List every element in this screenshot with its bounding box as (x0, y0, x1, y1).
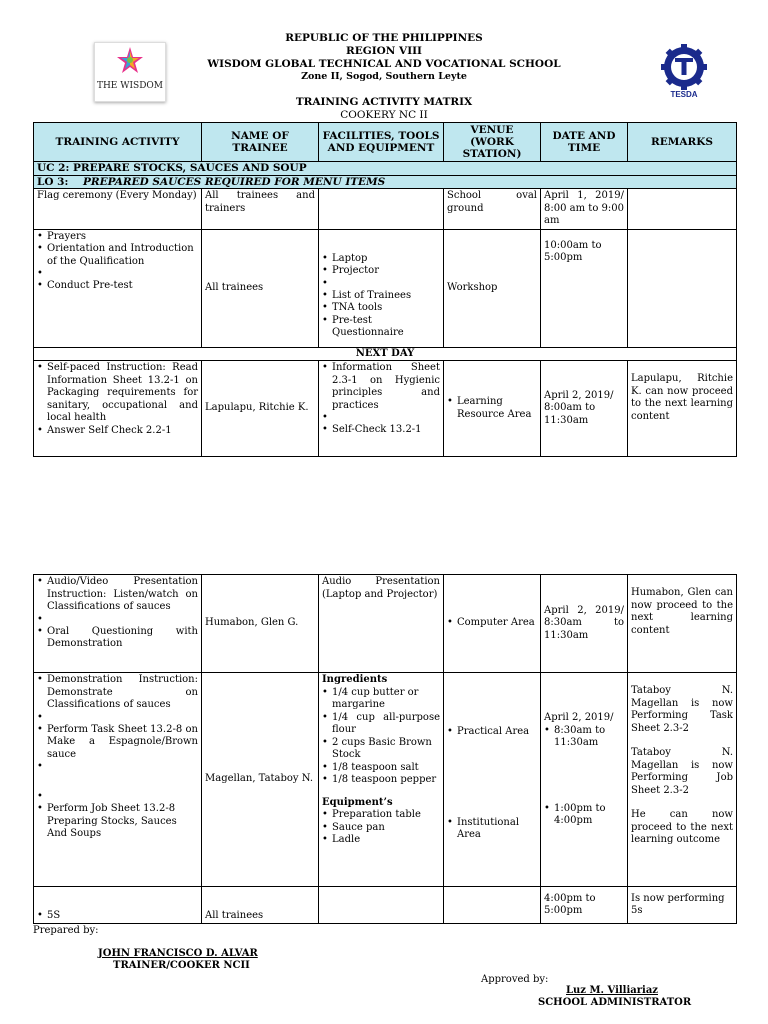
list-item: • Ladle (322, 834, 440, 847)
table-row (34, 575, 737, 673)
learning-outcome (34, 175, 737, 189)
learning-outcome-prefix: LO 3: (37, 175, 69, 188)
training-matrix-table-2 (33, 574, 737, 924)
activity-cell: Flag ceremony (Every Monday) (34, 189, 202, 230)
column-header: DATE AND TIME (541, 123, 628, 162)
list-item: • Preparation table (322, 809, 440, 822)
activity-cell (34, 361, 202, 457)
list-item: • 8:30am to 11:30am (544, 725, 624, 750)
list-item: • Self-Check 13.2-1 (322, 424, 440, 437)
column-header: TRAINING ACTIVITY (34, 123, 202, 162)
list-item: • Projector (322, 265, 440, 278)
list-item: • Information Sheet 2.3-1 on Hygienic principles and practices (322, 362, 440, 412)
date-cell: April 2, 2019/ 8:00am to 11:30am (541, 361, 628, 457)
list-item: • Computer Area (447, 617, 537, 630)
list-item: • 1/8 teaspoon salt (322, 762, 440, 775)
date-cell: 4:00pm to 5:00pm (541, 887, 628, 924)
column-header: VENUE (WORK STATION) (444, 123, 541, 162)
list-item: • Laptop (322, 253, 440, 266)
list-item: • Institutional Area (447, 817, 537, 842)
date-label: April 2, 2019/ (544, 712, 614, 723)
document-title: TRAINING ACTIVITY MATRIX (295, 96, 473, 108)
ingredients-title: Ingredients (322, 674, 388, 685)
region-line: REGION VIII (346, 45, 422, 57)
wisdom-star-icon (115, 45, 145, 75)
unit-of-competency: UC 2: PREPARE STOCKS, SAUCES AND SOUP (34, 162, 737, 176)
remarks-cell: Humabon, Glen can now proceed to the next learning content (628, 575, 737, 673)
spacer (37, 761, 198, 791)
approver-name: Luz M. Villiariaz (566, 985, 658, 996)
list-item: • Oral Questioning with Demonstration (37, 626, 198, 651)
list-item: • List of Trainees (322, 290, 440, 303)
table-row (34, 361, 737, 457)
list-item: • Perform Task Sheet 13.2-8 on Make a Espagnole/Brown sauce (37, 724, 198, 762)
learning-outcome-text: PREPARED SAUCES REQUIRED FOR MENU ITEMS (83, 175, 386, 188)
list-item: • Pre-test Questionnaire (322, 315, 440, 340)
next-day-row (34, 347, 737, 361)
remarks-cell: Lapulapu, Ritchie K. can now proceed to the next learning content (628, 361, 737, 457)
spacer (322, 412, 440, 424)
list-item: • Demonstration Instruction: Demonstrate on Classifications of sauces (37, 674, 198, 712)
document-subtitle: COOKERY NC II (340, 109, 428, 121)
venue-cell (444, 887, 541, 924)
venue-cell: Workshop (444, 229, 541, 347)
prepared-by-label: Prepared by: (33, 925, 99, 936)
table-row (34, 229, 737, 347)
list-item: • Learning Resource Area (447, 396, 537, 421)
date-cell: April 2, 2019/ 8:30am to 11:30am (541, 575, 628, 673)
list-item: • 1/4 cup all-purpose flour (322, 712, 440, 737)
trainee-cell: Magellan, Tataboy N. (202, 673, 319, 887)
list-item: • 1:00pm to 4:00pm (544, 803, 624, 828)
activity-cell (34, 229, 202, 347)
column-header: FACILITIES, TOOLS AND EQUIPMENT (319, 123, 444, 162)
activity-cell (34, 673, 202, 887)
column-header: REMARKS (628, 123, 737, 162)
list-item: • Orientation and Introduction of the Qualification (37, 243, 198, 268)
tesda-logo (654, 44, 714, 100)
list-item: • Sauce pan (322, 822, 440, 835)
preparer-name: JOHN FRANCISCO D. ALVAR (98, 948, 258, 959)
list-item: • Answer Self Check 2.2-1 (37, 425, 198, 438)
tesda-logo-text: TESDA (670, 90, 698, 99)
trainee-cell: All trainees (202, 887, 319, 924)
remarks-cell: Is now performing 5s (628, 887, 737, 924)
preparer-title: TRAINER/COOKER NCII (113, 960, 250, 971)
facilities-cell (319, 361, 444, 457)
unit-of-competency-row (34, 162, 737, 176)
approver-title: SCHOOL ADMINISTRATOR (538, 997, 692, 1008)
facilities-cell: Audio Presentation (Laptop and Projector) (319, 575, 444, 673)
venue-cell (444, 673, 541, 887)
list-item: • Self-paced Instruction: Read Information Sheet 13.2-1 on Packaging requirements for sanitary, occupational and local health (37, 362, 198, 425)
list-item: • Perform Job Sheet 13.2-8 Preparing Stocks, Sauces And Soups (37, 803, 198, 841)
remark-text: He can now proceed to the next learning outcome (631, 809, 733, 845)
wisdom-logo-text: THE WISDOM (96, 81, 164, 91)
wisdom-logo (94, 42, 166, 102)
activity-cell (34, 887, 202, 924)
list-item: • Prayers (37, 231, 198, 244)
facilities-cell (319, 229, 444, 347)
school-address: Zone II, Sogod, Southern Leyte (301, 71, 467, 82)
trainee-cell: All trainees and trainers (202, 189, 319, 230)
facilities-cell (319, 673, 444, 887)
spacer (37, 791, 198, 803)
remarks-cell (628, 229, 737, 347)
venue-cell (444, 575, 541, 673)
list-item: • TNA tools (322, 302, 440, 315)
list-item: • 1/4 cup butter or margarine (322, 687, 440, 712)
table-row (34, 189, 737, 230)
remarks-cell (628, 673, 737, 887)
remark-text: Tataboy N. Magellan is now Performing Job Sheet 2.3-2 (631, 747, 733, 796)
tesda-gear-icon (656, 44, 712, 90)
list-item: • 5S (37, 910, 198, 923)
column-header: NAME OF TRAINEE (202, 123, 319, 162)
date-cell: 10:00am to 5:00pm (541, 229, 628, 347)
trainee-cell: All trainees (202, 229, 319, 347)
spacer (37, 614, 198, 626)
table-row (34, 887, 737, 924)
date-cell (541, 673, 628, 887)
date-cell: April 1, 2019/ 8:00 am to 9:00 am (541, 189, 628, 230)
facilities-cell (319, 887, 444, 924)
list-item: • 2 cups Basic Brown Stock (322, 737, 440, 762)
republic-line: REPUBLIC OF THE PHILIPPINES (285, 32, 483, 44)
trainee-cell: Humabon, Glen G. (202, 575, 319, 673)
trainee-cell: Lapulapu, Ritchie K. (202, 361, 319, 457)
training-matrix-table-1 (33, 122, 737, 457)
remark-text: Tataboy N. Magellan is now Performing Task Sheet 2.3-2 (631, 685, 733, 734)
next-day-label: NEXT DAY (34, 347, 737, 361)
activity-cell (34, 575, 202, 673)
school-name: WISDOM GLOBAL TECHNICAL AND VOCATIONAL SCHOOL (207, 58, 561, 70)
venue-cell (444, 361, 541, 457)
list-item: • Conduct Pre-test (37, 280, 198, 293)
equipment-title: Equipment’s (322, 796, 393, 808)
remarks-cell (628, 189, 737, 230)
venue-cell: School oval ground (444, 189, 541, 230)
list-item: • Audio/Video Presentation Instruction: Listen/watch on Classifications of sauces (37, 576, 198, 614)
approved-by-label: Approved by: (481, 974, 549, 985)
spacer (37, 268, 198, 280)
spacer (37, 712, 198, 724)
table-row (34, 673, 737, 887)
spacer (322, 278, 440, 290)
facilities-cell (319, 189, 444, 230)
learning-outcome-row (34, 175, 737, 189)
list-item: • 1/8 teaspoon pepper (322, 774, 440, 787)
list-item: • Practical Area (447, 726, 537, 739)
